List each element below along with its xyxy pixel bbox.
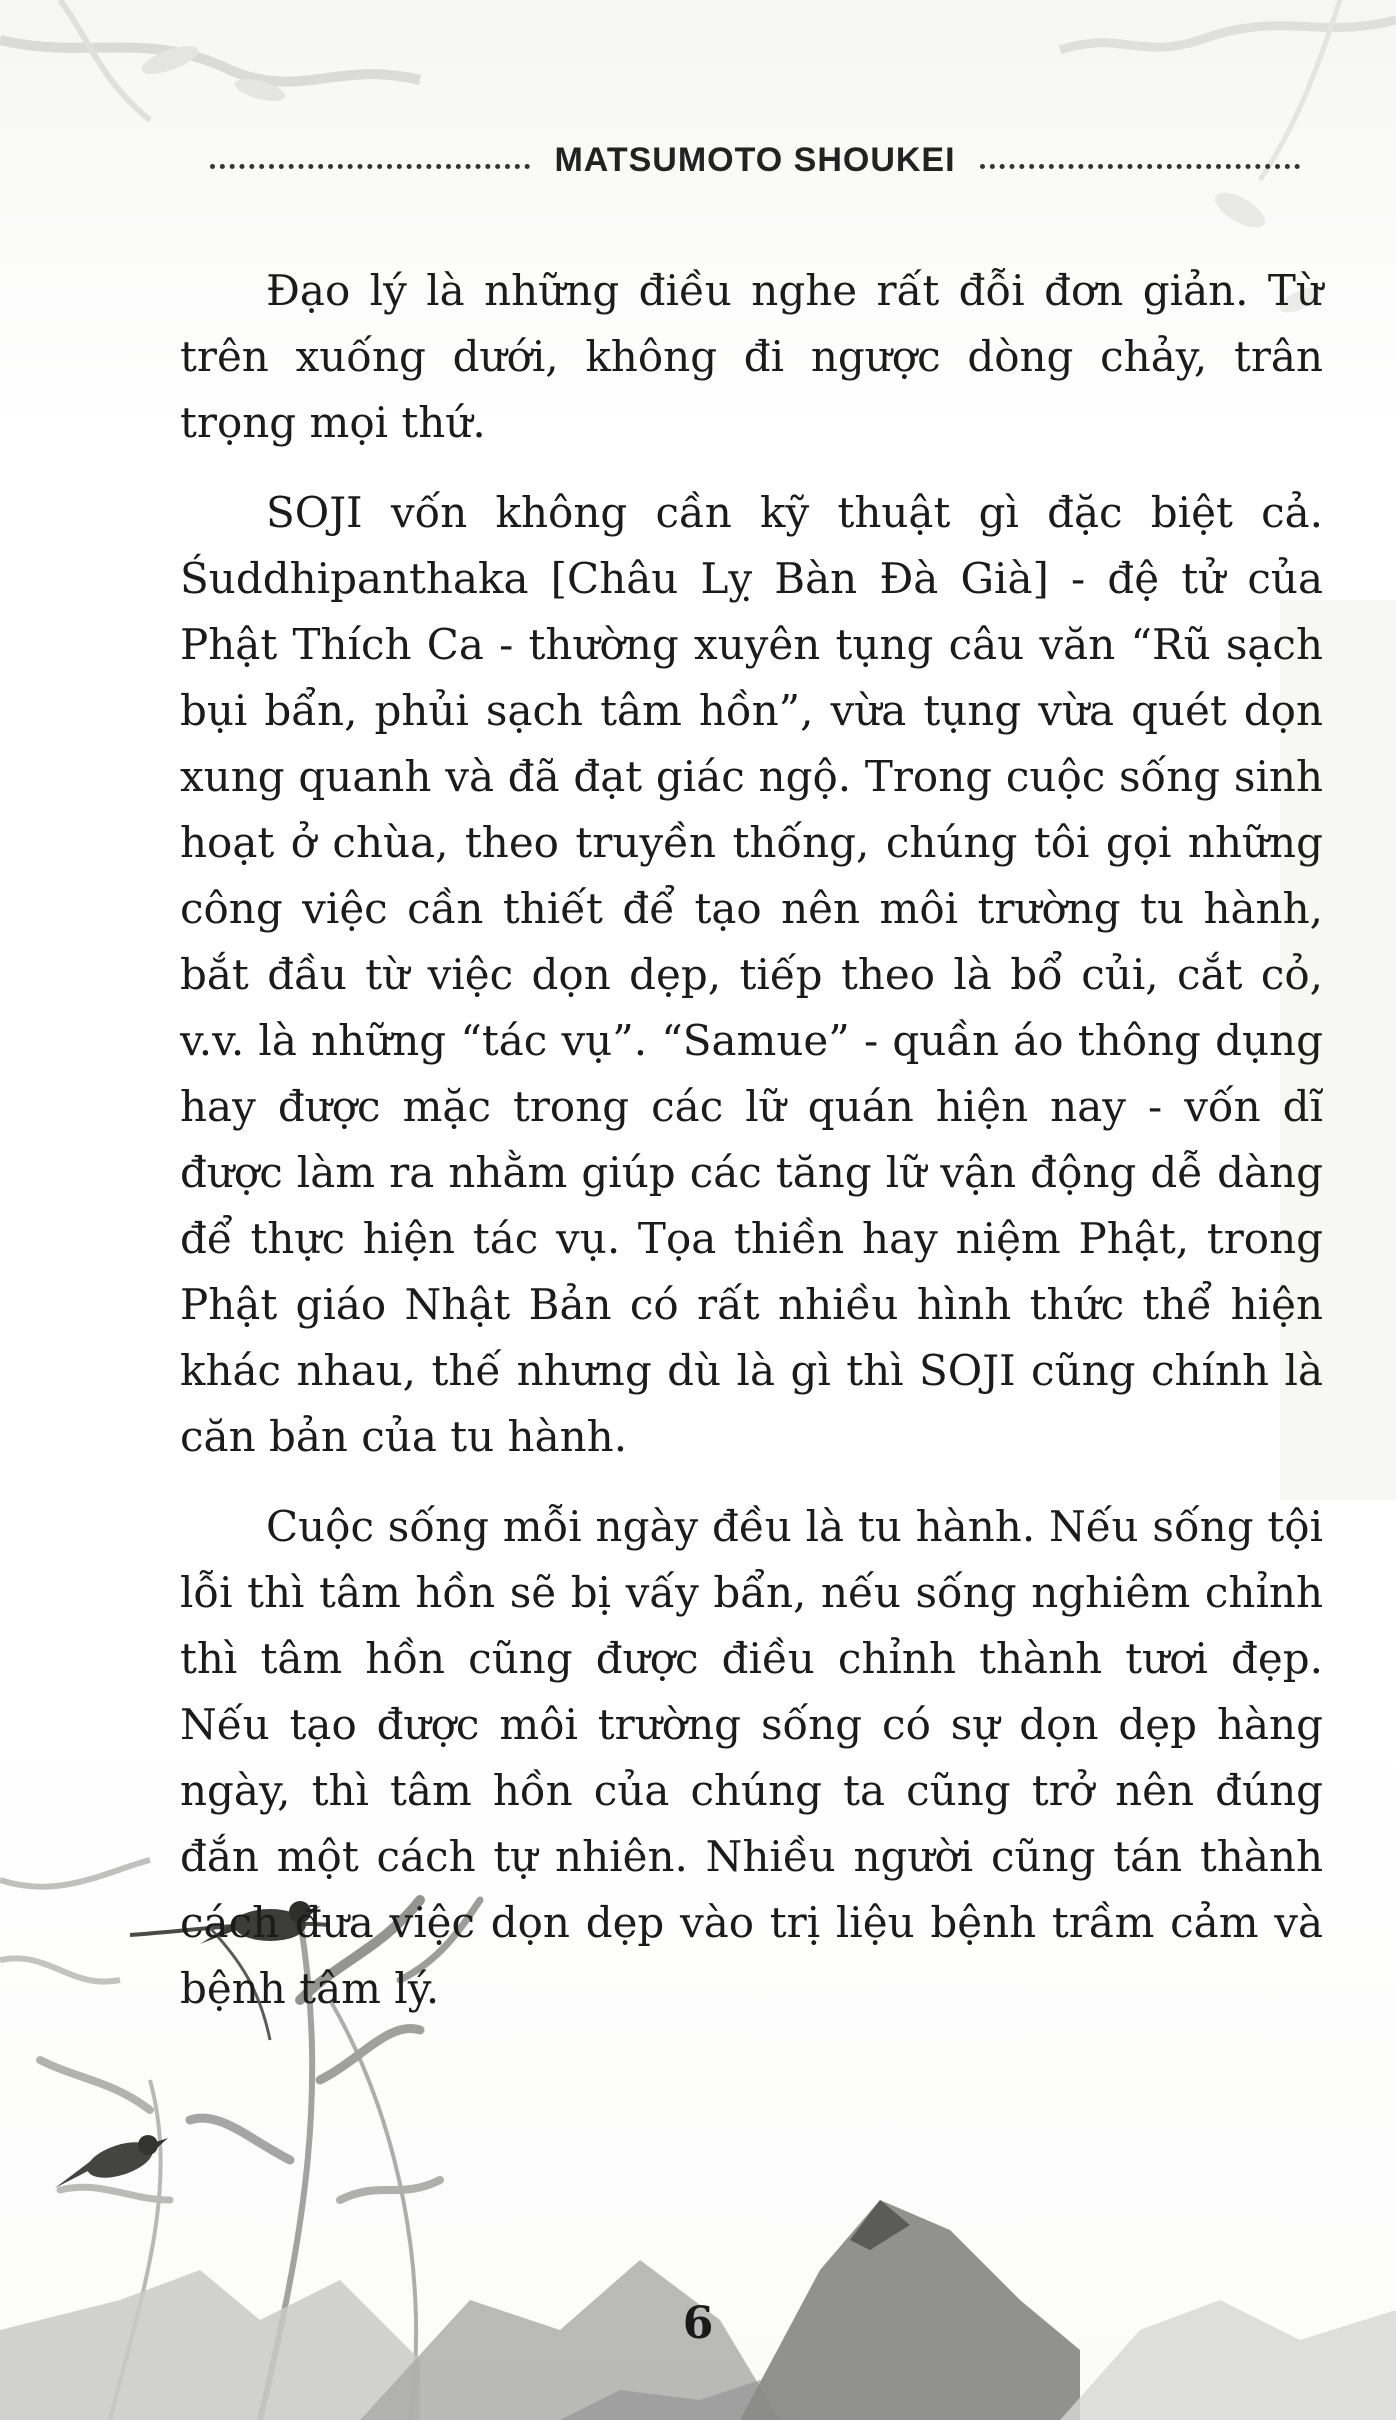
running-title: MATSUMOTO SHOUKEI [554, 140, 956, 179]
paragraph-3: Cuộc sống mỗi ngày đều là tu hành. Nếu sống tội lỗi thì tâm hồn sẽ bị vấy bẩn, nếu sống nghiêm chỉnh thì tâm hồn cũng được điều chỉnh thành tươi đẹp. Nếu tạo được môi trường sống có sự dọn dẹp hàng ngày, thì tâm hồn của chúng ta cũng trở nên đúng đắn một cách tự nhiên. Nhiều người cũng tán thành cách đưa việc dọn dẹp vào trị liệu bệnh trầm cảm và bệnh tâm lý. [180, 1502, 1323, 2013]
paragraph-1: Đạo lý là những điều nghe rất đỗi đơn giản. Từ trên xuống dưới, không đi ngược dòng chảy, trân trọng mọi thứ. [180, 266, 1323, 447]
bird-icon [55, 2135, 168, 2188]
body-text [180, 258, 1323, 2022]
header-right-dots [980, 164, 1300, 169]
header-left-dots [210, 164, 530, 169]
paragraph-2: SOJI vốn không cần kỹ thuật gì đặc biệt cả. Śuddhipanthaka [Châu Lỵ Bàn Đà Già] - đệ tử của Phật Thích Ca - thường xuyên tụng câu văn “Rũ sạch bụi bẩn, phủi sạch tâm hồn”, vừa tụng vừa quét dọn xung quanh và đã đạt giác ngộ. Trong cuộc sống sinh hoạt ở chùa, theo truyền thống, chúng tôi gọi những công việc cần thiết để tạo nên môi trường tu hành, bắt đầu từ việc dọn dẹp, tiếp theo là bổ củi, cắt cỏ, v.v. là những “tác vụ”. “Samue” - quần áo thông dụng hay được mặc trong các lữ quán hiện nay - vốn dĩ được làm ra nhằm giúp các tăng lữ vận động dễ dàng để thực hiện tác vụ. Tọa thiền hay niệm Phật, trong Phật giáo Nhật Bản có rất nhiều hình thức thể hiện khác nhau, thế nhưng dù là gì thì SOJI cũng chính là căn bản của tu hành. [180, 488, 1323, 1461]
page-number: 6 [682, 2298, 714, 2349]
top-left-branch-illustration [0, 0, 420, 120]
running-header [210, 138, 1300, 182]
